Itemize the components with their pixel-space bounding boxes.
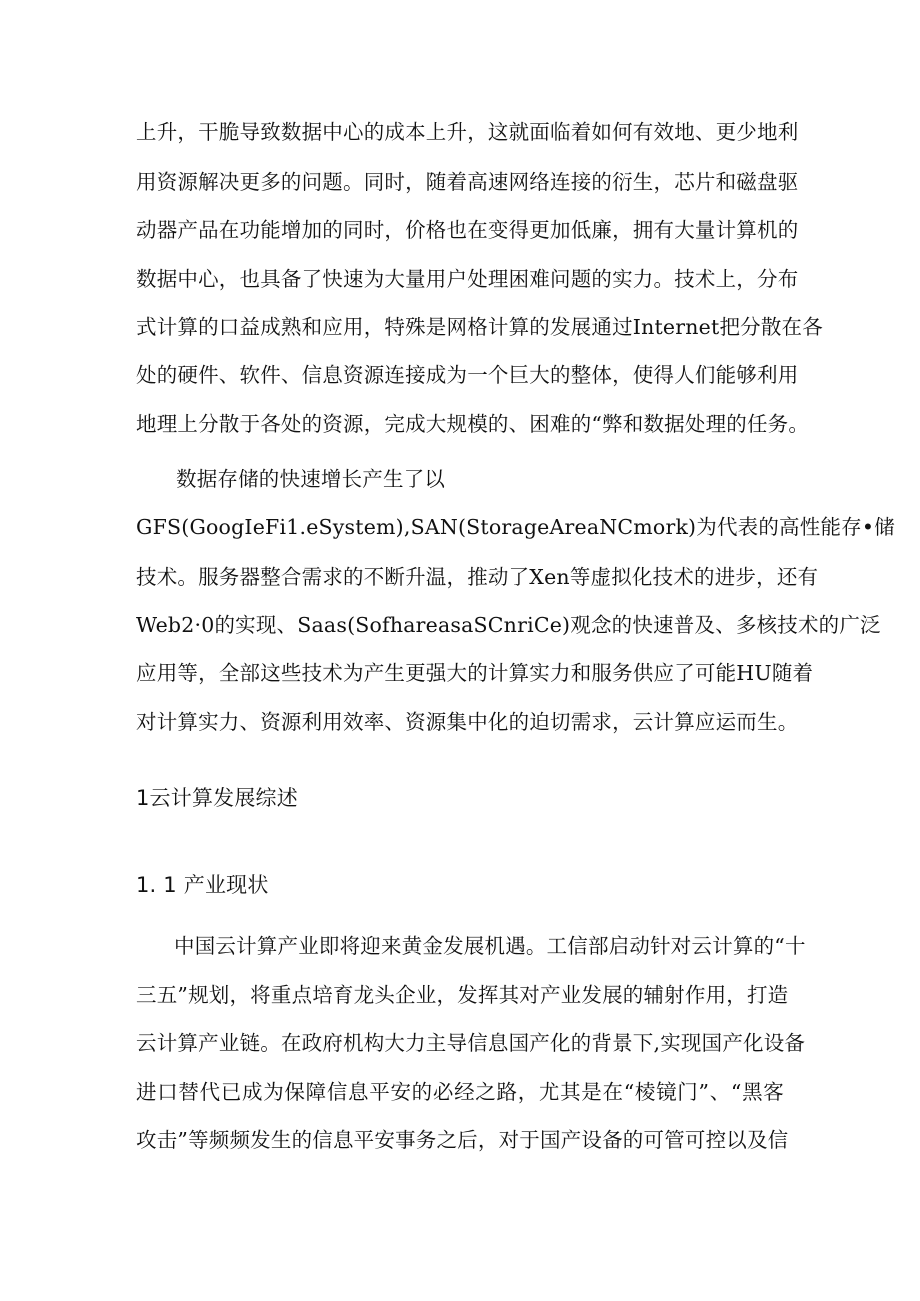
- text-line: 云计算产业链。在政府机构大力主导信息国产化的背景下,实现国产化设备: [136, 1031, 806, 1055]
- text-line: 对计算实力、资源利用效率、资源集中化的迫切需求，云计算应运而生。: [136, 710, 799, 734]
- subsection-heading: 1. 1 产业现状: [136, 873, 269, 897]
- text-line: 技术。服务器整合需求的不断升温，推动了Xen等虚拟化技术的进步，还有: [136, 565, 819, 589]
- section-heading: 1云计算发展综述: [136, 786, 298, 810]
- text-line: GFS(GoogIeFi1.eSystem),SAN(StorageAreaNCmork)为代表的高性能存•储: [136, 515, 895, 539]
- text-line: 数据存储的快速增长产生了以: [176, 467, 446, 491]
- text-line: Web2·0的实现、Saas(SofhareasaSCnriCe)观念的快速普及、多核技术的广泛: [136, 613, 881, 637]
- text-line: 中国云计算产业即将迎来黄金发展机遇。工信部启动针对云计算的“十: [174, 934, 806, 958]
- text-line: 攻击”等频频发生的信息平安事务之后，对于国产设备的可管可控以及信: [136, 1128, 789, 1152]
- text-line: 用资源解决更多的问题。同时，随着高速网络连接的衍生，芯片和磁盘驱: [136, 170, 799, 194]
- text-line: 三五”规划，将重点培育龙头企业，发挥其对产业发展的辅射作用，打造: [136, 983, 789, 1007]
- text-line: 动器产品在功能增加的同时，价格也在变得更加低廉，拥有大量计算机的: [136, 218, 799, 242]
- text-line: 式计算的口益成熟和应用，特殊是网格计算的发展通过Internet把分散在各: [136, 315, 823, 339]
- text-line: 地理上分散于各处的资源，完成大规模的、困难的“弊和数据处理的任务。: [136, 412, 810, 436]
- text-line: 处的硬件、软件、信息资源连接成为一个巨大的整体，使得人们能够利用: [136, 363, 799, 387]
- text-line: 数据中心，也具备了快速为大量用户处理困难问题的实力。技术上，分布: [136, 267, 799, 291]
- text-line: 应用等，全部这些技术为产生更强大的计算实力和服务供应了可能HU随着: [136, 661, 814, 685]
- text-line: 上升，干脆导致数据中心的成本上升，这就面临着如何有效地、更少地利: [136, 120, 799, 144]
- text-line: 进口替代已成为保障信息平安的必经之路，尤其是在“棱镜门”、“黑客: [136, 1080, 784, 1104]
